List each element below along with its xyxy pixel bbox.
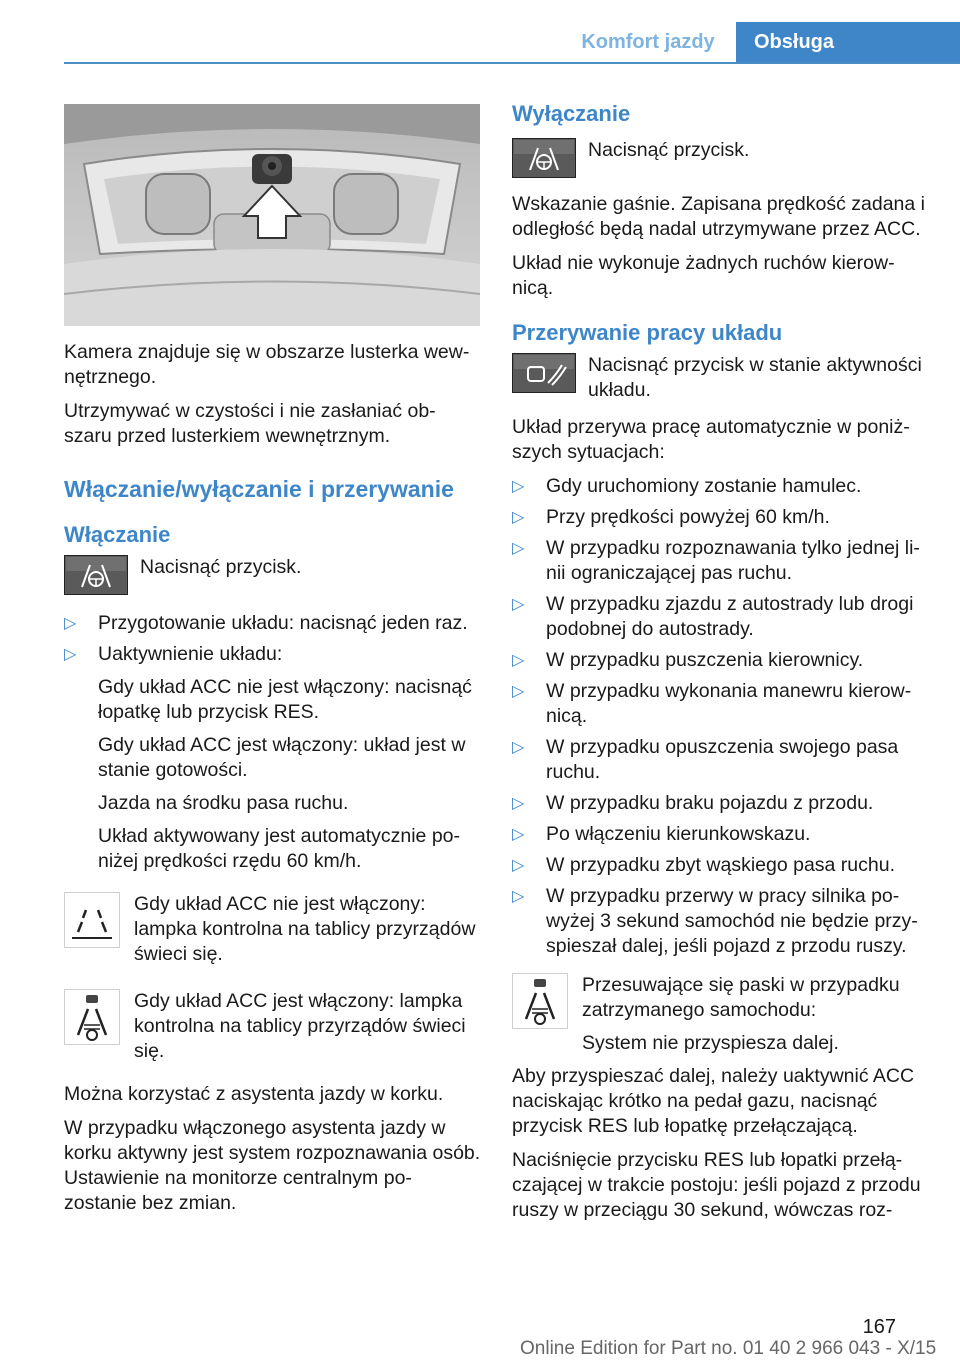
lamp-inactive-text: Gdy układ ACC nie jest włączony: lampka kontrolna na tablicy przyrządów świeci się. [134,893,476,965]
lamp-active-row [64,989,482,1064]
chapter-tab: Obsługa [736,22,960,62]
list-item: ▷ Gdy uruchomiony zostanie hamulec. [512,475,862,497]
press-active-text: Nacisnąć przycisk w stanie aktywności układu. [588,354,922,401]
press-button-text: Nacisnąć przycisk. [140,556,302,578]
interrupt-conditions-list [512,474,932,959]
bullet-marker: ▷ [512,683,525,700]
list-item: ▷ Przygotowanie układu: nacisnąć jeden raz. [64,612,468,634]
subheading-switching-on: Włączanie [64,522,171,547]
bullet-marker: ▷ [512,509,525,526]
list-item: ▷ W przypadku rozpoznawania tylko jednej li-nii ograniczającej pas ruchu. [512,537,920,584]
list-item: ▷ W przypadku opuszczenia swojego pasa ruchu. [512,736,899,783]
lamp-inactive-row [64,892,482,967]
lamp-active-text: Gdy układ ACC jest włączony: lampka kontrolna na tablicy przyrządów świeci się. [134,990,466,1062]
bullet-marker: ▷ [512,795,525,812]
press-button-text: Nacisnąć przycisk. [588,139,750,161]
switch-on-list [64,611,482,874]
bullet-marker: ▷ [512,540,525,557]
list-item: ▷ W przypadku braku pojazdu z przodu. [512,792,874,814]
bullet-marker: ▷ [512,857,525,874]
auto-interrupt-text: Układ przerywa pracę automatycznie w poniż-szych sytuacjach: [512,416,910,463]
sub-paragraph: Gdy układ ACC nie jest włączony: nacisnąć łopatkę lub przycisk RES. [98,676,472,723]
list-item: ▷ Uaktywnienie układu: Gdy układ ACC nie jest włączony: nacisnąć łopatkę lub przycisk RES. Gdy układ ACC jest włączony: układ jest w stanie gotowości. Jazda na środku pasa ruchu. Układ aktywowany jest automatycznie po-niżej prędkości rzędu 60 km/h. [64,642,482,874]
display-off-text: Wskazanie gaśnie. Zapisana prędkość zadana i odległość będą nadal utrzymywane przez ACC. [512,193,925,240]
camera-location-text: Kamera znajduje się w obszarze lusterka wew-nętrznego. [64,341,470,388]
lane-assist-button-icon [512,353,576,393]
edition-text: Online Edition for Part no. 01 40 2 966 043 - X/15 [520,1338,937,1359]
bullet-marker: ▷ [512,652,525,669]
page-header [0,0,960,64]
bullet-marker: ▷ [512,739,525,756]
list-item: ▷ Przy prędkości powyżej 60 km/h. [512,506,830,528]
sub-paragraph: Gdy układ ACC jest włączony: układ jest w stanie gotowości. [98,734,466,781]
lamp-stopped-text: Przesuwające się paski w przypadku zatrzymanego samochodu: System nie przyspiesza dalej. [582,974,900,1054]
accelerate-text: Aby przyspieszać dalej, należy uaktywnić ACC naciskając krótko na pedał gazu, nacisnąć przycisk RES lub łopatkę przełączającą. [512,1065,915,1137]
button-interrupt-row [512,353,932,403]
list-item: ▷ W przypadku puszczenia kierownicy. [512,649,864,671]
list-item: ▷ Po włączeniu kierunkowskazu. [512,823,811,845]
bullet-marker: ▷ [512,478,525,495]
traffic-assistant-text: Można korzystać z asystenta jazdy w korku. [64,1083,444,1105]
left-column [64,104,482,1225]
button-on-row [64,555,482,595]
bullet-marker: ▷ [512,596,525,613]
bullet-marker: ▷ [64,615,77,632]
sub-paragraph: Układ aktywowany jest automatycznie po-niżej prędkości rzędu 60 km/h. [98,825,460,872]
subheading-interrupting: Przerywanie pracy układu [512,320,783,345]
lane-car-lamp-icon [512,973,568,1029]
camera-clean-text: Utrzymywać w czystości i nie zasłaniać ob-szaru przed lusterkiem wewnętrznym. [64,400,436,447]
button-off-row [512,138,932,178]
steering-assist-button-icon [512,138,576,178]
subheading-switching-off: Wyłączanie [512,101,631,126]
lamp-stopped-row [512,973,932,1056]
steering-assist-button-icon [64,555,128,595]
page-footer [863,1316,896,1339]
list-item: ▷ W przypadku przerwy w pracy silnika po-wyżej 3 sekund samochód nie będzie przy-spieszał dalej, jeśli pojazd z przodu ruszy. [512,885,918,957]
lane-car-lamp-icon [64,989,120,1045]
list-item: ▷ W przypadku wykonania manewru kierow-nicą. [512,680,912,727]
right-column [512,100,932,1232]
lane-lines-lamp-icon [64,892,120,948]
list-item: ▷ W przypadku zjazdu z autostrady lub drogi podobnej do autostrady. [512,593,914,640]
section-heading-on-off: Włączanie/wyłączanie i przerywanie [64,476,454,502]
header-rule [64,62,960,64]
rear-window-camera-photo [64,104,480,326]
section-tab: Komfort jazdy [560,22,736,62]
no-steering-text: Układ nie wykonuje żadnych ruchów kierow-nicą. [512,252,895,299]
bullet-marker: ▷ [512,826,525,843]
page-number: 167 [862,1316,896,1338]
bullet-marker: ▷ [512,888,525,905]
person-recognition-text: W przypadku włączonego asystenta jazdy w korku aktywny jest system rozpoznawania osób. Ustawienie na monitorze centralnym po-zostanie bez zmian. [64,1117,481,1214]
list-item: ▷ W przypadku zbyt wąskiego pasa ruchu. [512,854,896,876]
bullet-marker: ▷ [64,646,77,663]
res-button-text: Naciśnięcie przycisku RES lub łopatki przełą-czającej w trakcie postoju: jeśli pojazd z przodu ruszy w przeciągu 30 sekund, wówczas roz- [512,1149,921,1221]
sub-paragraph: Jazda na środku pasa ruchu. [98,792,349,814]
